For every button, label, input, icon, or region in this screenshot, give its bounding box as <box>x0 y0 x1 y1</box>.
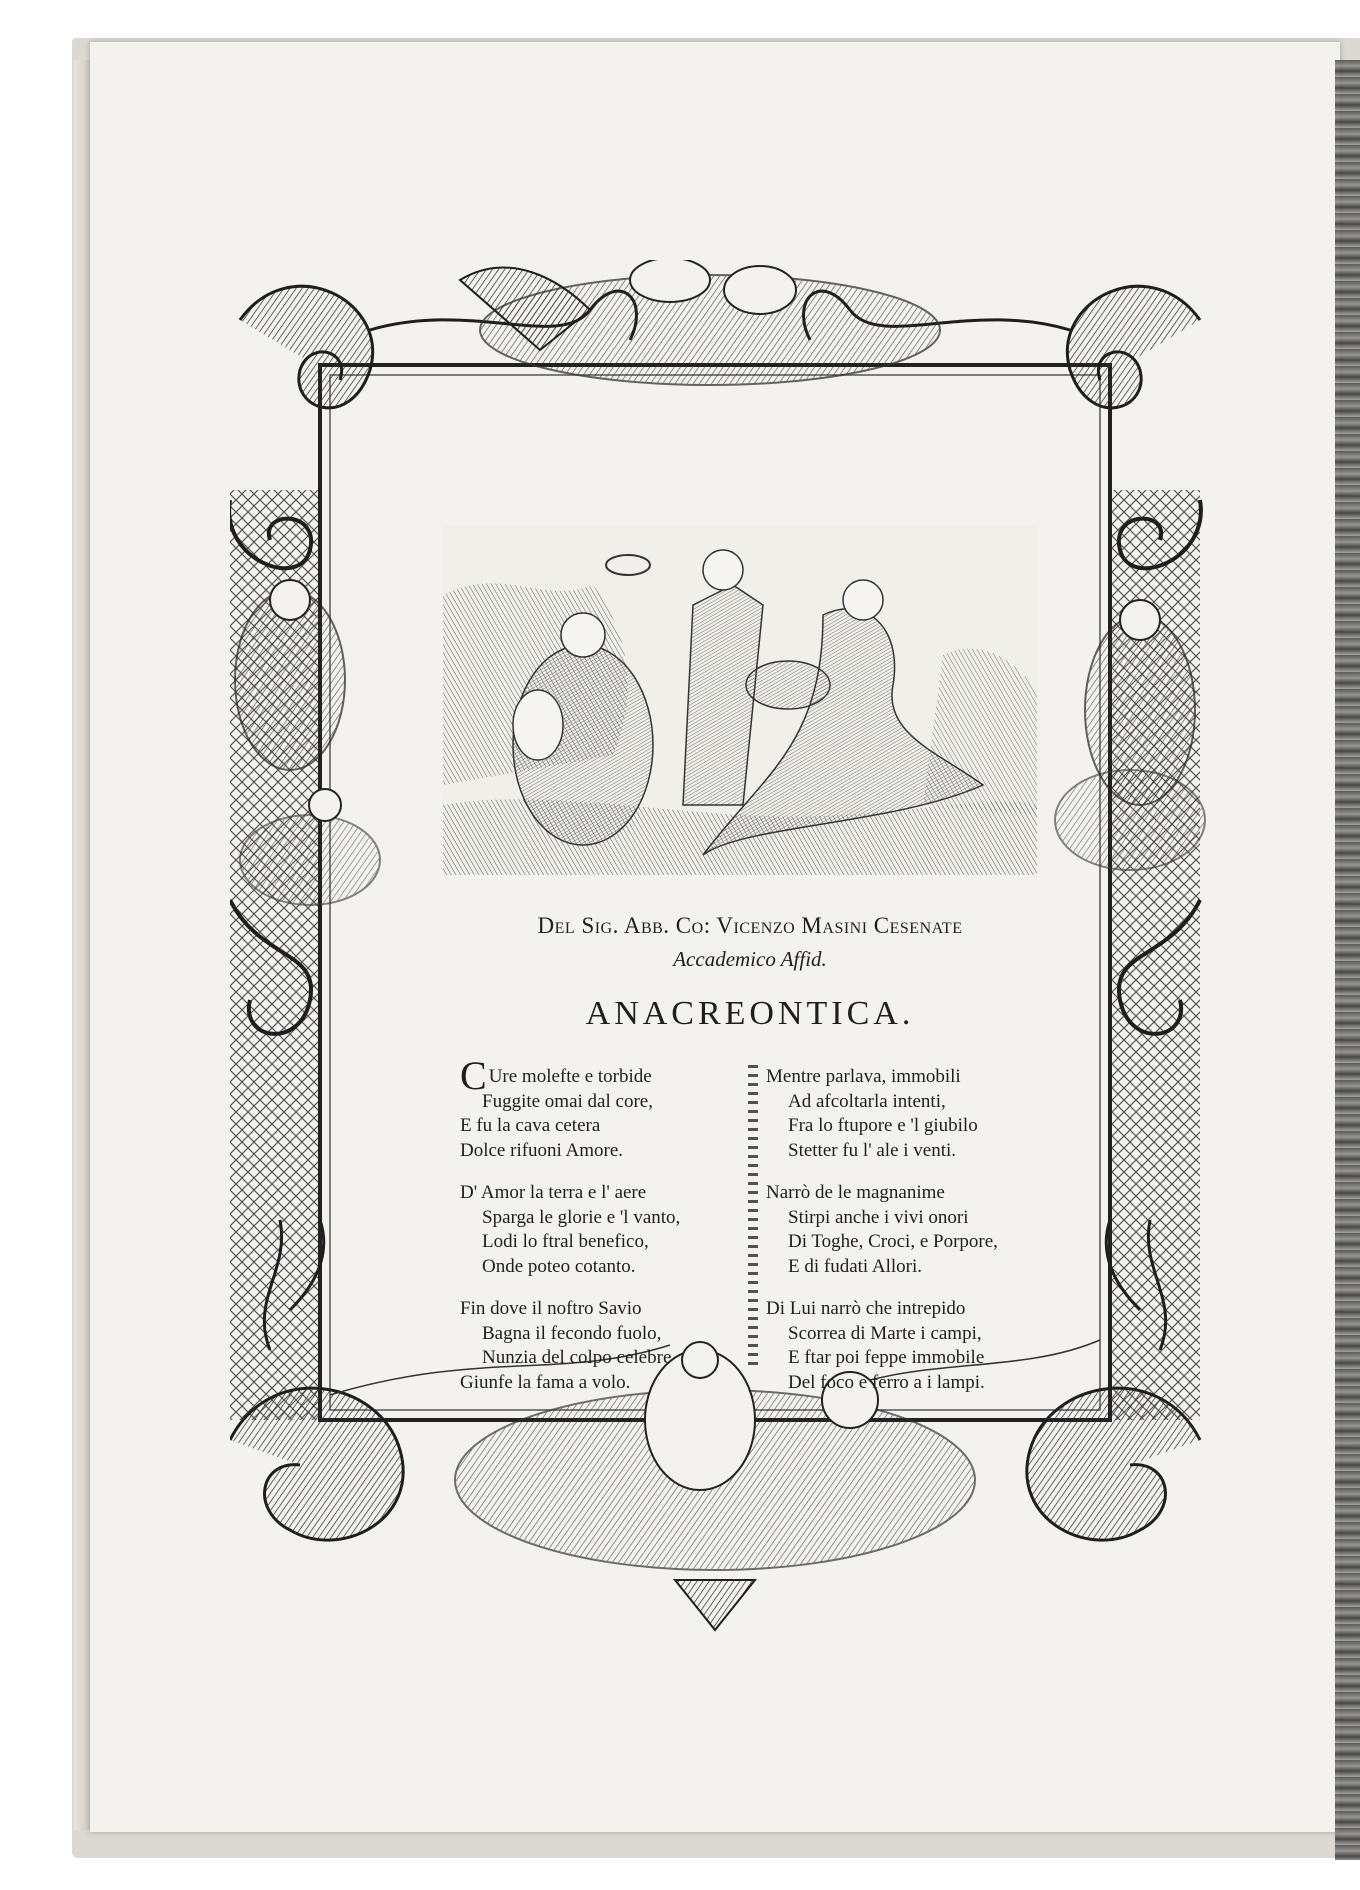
verse-line: Del foco e ferro a i lampi. <box>788 1371 985 1393</box>
verse-line: Sparga le glorie e 'l vanto, <box>482 1206 681 1228</box>
facing-page-edge <box>1335 60 1360 1860</box>
poem-column-left <box>460 1053 740 1413</box>
verse-line: Stetter fu l' ale i venti. <box>788 1139 957 1161</box>
verse-line: Onde poteo cotanto. <box>482 1255 636 1277</box>
verse-line: Ad afcoltarla intenti, <box>788 1090 946 1112</box>
stanza <box>766 1065 1046 1163</box>
academic-line: Accademico Affid. <box>673 947 827 971</box>
verse-line: Nunzia del colpo celebre <box>482 1347 672 1368</box>
verse-line: Scorrea di Marte i campi, <box>788 1322 982 1344</box>
top-right-scroll <box>1067 286 1200 408</box>
bottom-right-scroll <box>1027 1388 1200 1540</box>
poem-column-right <box>766 1065 1046 1413</box>
verse-line: Fin dove il noftro Savio <box>460 1298 642 1319</box>
stanza <box>460 1297 740 1395</box>
top-left-scroll <box>240 286 373 408</box>
bottom-left-scroll <box>230 1388 403 1540</box>
pastoral-vignette <box>443 525 1037 875</box>
verse-line: E ftar poi feppe immobile <box>788 1347 985 1368</box>
stanza <box>766 1181 1046 1279</box>
verse-line: E di fudati Allori. <box>788 1255 923 1277</box>
drop-cap: C <box>460 1053 487 1098</box>
verse-line: Ure molefte e torbide <box>488 1066 652 1087</box>
column-divider-ornament <box>748 1065 758 1371</box>
verse-line: Stirpi anche i vivi onori <box>788 1206 969 1228</box>
right-cloud <box>1055 770 1205 870</box>
left-cloud <box>240 815 380 905</box>
verse-line: Giunfe la fama a volo. <box>460 1371 631 1393</box>
left-cherub <box>309 789 341 821</box>
verse-line: Bagna il fecondo fuolo, <box>482 1322 662 1344</box>
stanza <box>460 1181 740 1279</box>
verse-line: Di Lui narrò che intrepido <box>766 1298 966 1319</box>
stanza <box>460 1053 740 1163</box>
verse-line: Lodi lo ftral benefico, <box>482 1231 649 1252</box>
verse-line: Fuggite omai dal core, <box>482 1090 653 1112</box>
verse-line: Mentre parlava, immobili <box>766 1066 961 1087</box>
page-edge <box>74 60 90 1830</box>
verse-line: D' Amor la terra e l' aere <box>460 1182 647 1203</box>
verse-line: Di Toghe, Croci, e Porpore, <box>788 1231 998 1252</box>
verse-line: Fra lo ftupore e 'l giubilo <box>788 1115 978 1136</box>
stanza <box>766 1297 1046 1395</box>
poem-text-area <box>440 895 1060 1395</box>
verse-line: E fu la cava cetera <box>460 1115 601 1136</box>
bottom-pendant <box>675 1580 755 1630</box>
poem-title: ANACREONTICA. <box>585 995 915 1032</box>
author-line: Del Sig. Abb. Co: Vicenzo Masini Cesenate <box>537 913 963 938</box>
putto <box>513 690 563 760</box>
verse-line: Dolce rifuoni Amore. <box>460 1139 624 1161</box>
verse-line: Narrò de le magnanime <box>766 1182 945 1203</box>
